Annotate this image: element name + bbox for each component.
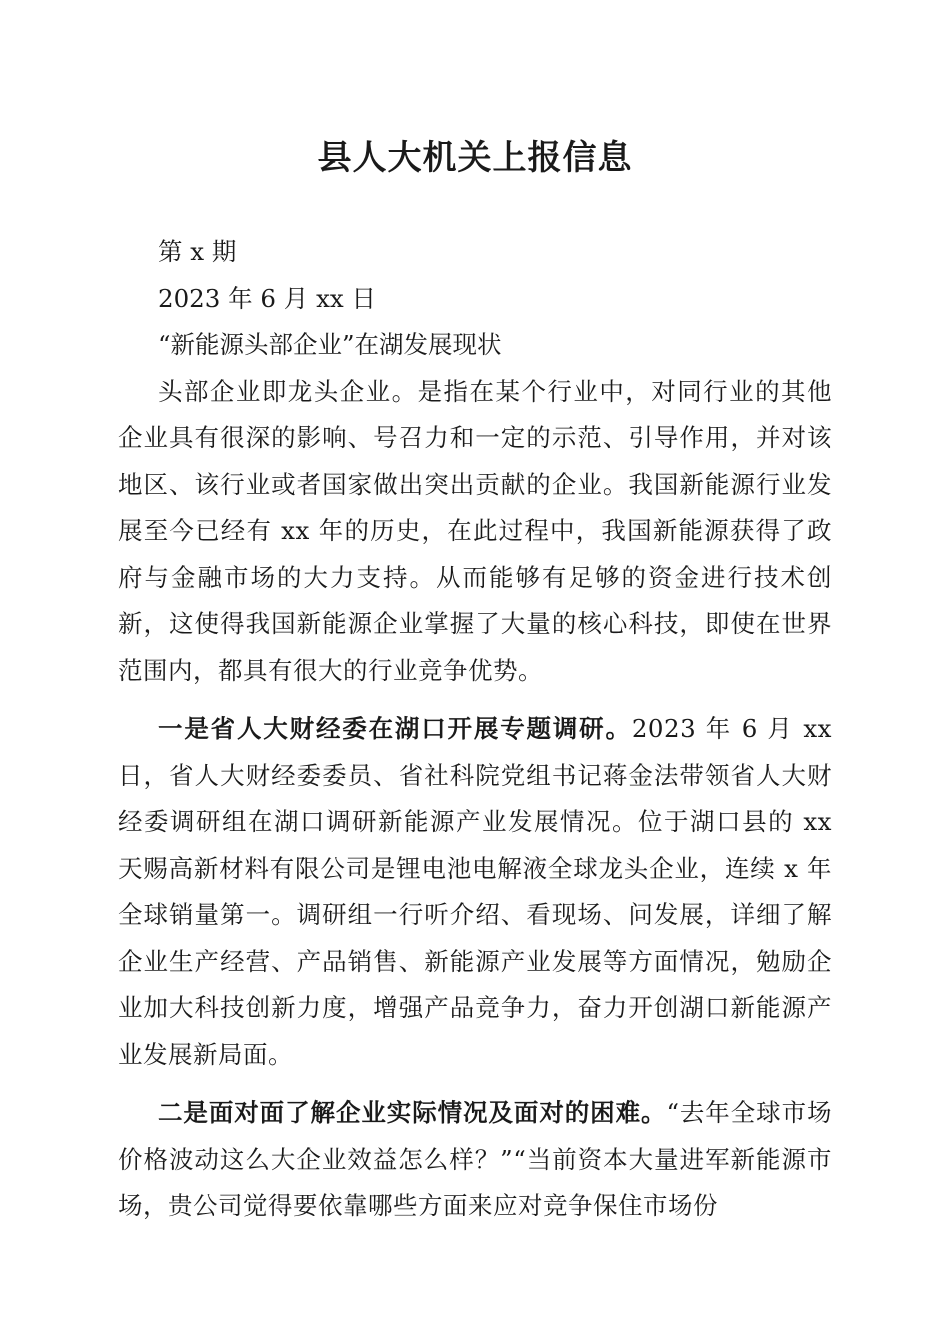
paragraph-intro <box>118 369 832 695</box>
paragraph-point-two <box>118 1090 832 1230</box>
issue-date: 2023 年 6 月 xx 日 <box>158 283 377 313</box>
paragraph-text: “去年全球市场价格波动这么大企业效益怎么样？”“当前资本大量进军新能源市场，贵公司觉得要依靠哪些方面来应对竞争保住市场份 <box>118 1098 832 1220</box>
document-body <box>118 229 832 1230</box>
paragraph-lead: 二是面对面了解企业实际情况及面对的困难。 <box>158 1098 667 1127</box>
document-title: 县人大机关上报信息 <box>317 138 633 178</box>
paragraph-text: 2023 年 6 月 xx 日，省人大财经委委员、省社科院党组书记蒋金法带领省人大财经委调研组在湖口调研新能源产业发展情况。位于湖口县的 xx 天赐高新材料有限公司是锂电池电解液全球龙头企业，连续 x 年全球销量第一。调研组一行听介绍、看现场、问发展，详细了解企业生产经营、产品销售、新能源产业发展等方面情况，勉励企业加大科技创新力度，增强产品竞争力，奋力开创湖口新能源产业发展新局面。 <box>118 714 832 1069</box>
paragraph-point-one <box>118 706 832 1078</box>
paragraph-lead: 一是省人大财经委在湖口开展专题调研。 <box>158 714 632 743</box>
issue-number: 第 x 期 <box>158 237 237 266</box>
article-subtitle: “新能源头部企业”在湖发展现状 <box>158 330 502 359</box>
paragraph-text: 头部企业即龙头企业。是指在某个行业中，对同行业的其他企业具有很深的影响、号召力和一定的示范、引导作用，并对该地区、该行业或者国家做出突出贡献的企业。我国新能源行业发展至今已经有 xx 年的历史，在此过程中，我国新能源获得了政府与金融市场的大力支持。从而能够有足够的资金进行技术创新，这使得我国新能源企业掌握了大量的核心科技，即使在世界范围内，都具有很大的行业竞争优势。 <box>118 376 832 685</box>
